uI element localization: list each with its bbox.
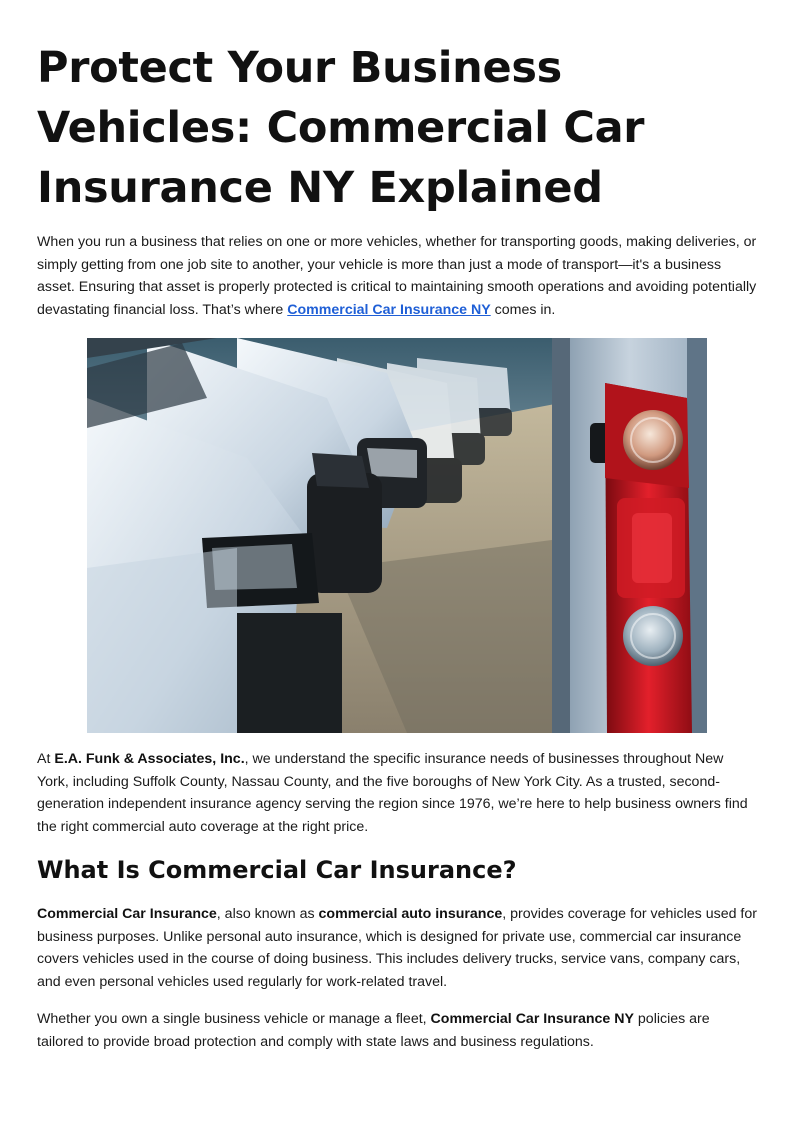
intro-paragraph	[37, 231, 757, 321]
definition-mid: , also known as	[216, 906, 319, 922]
commercial-car-insurance-link[interactable]: Commercial Car Insurance NY	[287, 301, 491, 318]
agency-paragraph	[37, 748, 757, 838]
agency-prefix: At	[37, 751, 55, 767]
intro-text-end: comes in.	[490, 301, 556, 318]
term-commercial-car-insurance: Commercial Car Insurance	[37, 906, 217, 922]
section-heading: What Is Commercial Car Insurance?	[37, 856, 517, 884]
intro-text: When you run a business that relies on one or more vehicles, whether for transporting goods, making deliveries, or simply getting from one job site to another, your vehicle is more than just a mode of transport—it's a business asset. Ensuring that asset is properly protected is critical to maintaining smooth operations and avoiding potentially devastating financial loss. That’s where	[37, 234, 757, 318]
definition-text: , provides coverage for vehicles used for business purposes. Unlike personal auto insurance, which is designed for private use, commercial car insurance covers vehicles used in the course of doing business. This includes delivery trucks, service vans, company cars, and even personal vehicles used regularly for work-related travel.	[37, 906, 757, 990]
fleet-paragraph	[37, 1008, 757, 1053]
agency-name: E.A. Funk & Associates, Inc.	[54, 751, 245, 767]
definition-paragraph	[37, 903, 757, 993]
fleet-text-start: Whether you own a single business vehicle or manage a fleet,	[37, 1011, 431, 1027]
term-commercial-car-insurance-ny: Commercial Car Insurance NY	[430, 1011, 634, 1027]
fleet-text-end: policies are tailored to provide broad protection and comply with state laws and business regulations.	[37, 1011, 710, 1050]
fleet-vans-photo	[87, 338, 707, 733]
page-title: Protect Your Business Vehicles: Commercial Car Insurance NY Explained	[37, 43, 645, 213]
term-commercial-auto-insurance: commercial auto insurance	[318, 906, 503, 922]
agency-text: , we understand the specific insurance needs of businesses throughout New York, including Suffolk County, Nassau County, and the five boroughs of New York City. As a trusted, second-generation independent insurance agency serving the region since 1976, we’re here to help business owners find the right commercial auto coverage at the right price.	[37, 751, 748, 835]
